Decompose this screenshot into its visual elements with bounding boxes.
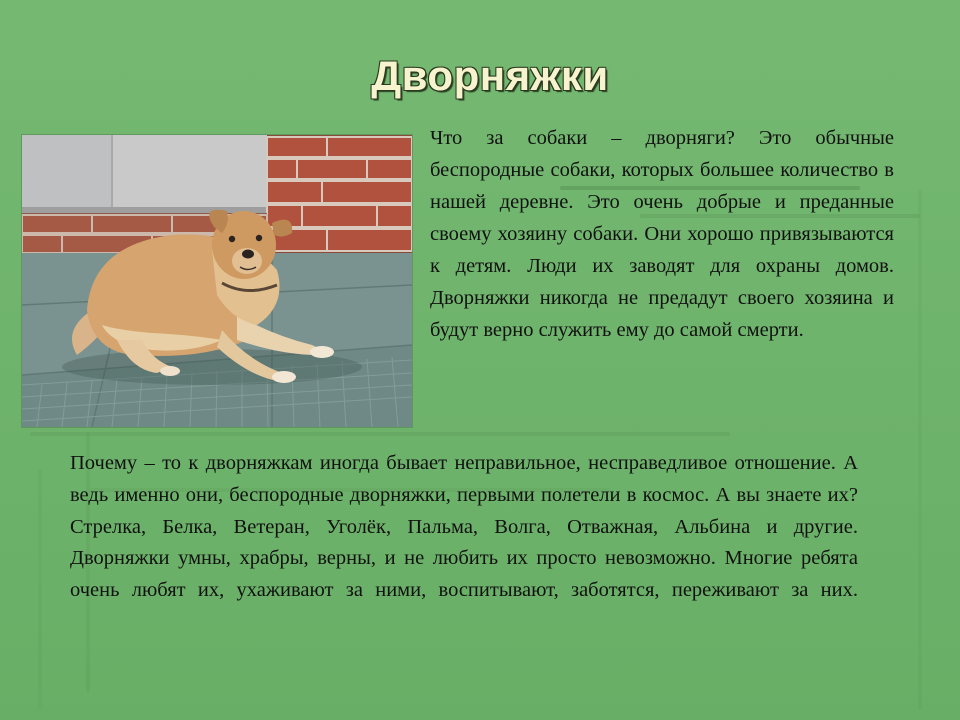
dog-photo bbox=[22, 135, 412, 427]
decor-streak bbox=[918, 190, 922, 710]
slide-title: Дворняжки bbox=[371, 52, 609, 99]
paragraph-top: Что за собаки – дворняги? Это обычные беспородные собаки, которых большее количество в нашей деревне. Это очень добрые и преданные своему хозяину собаки. Они хорошо привязываются к детям. Люди их заводят для охраны домов. Дворняжки никогда не предадут своего хозяина и будут верно служить ему до самой смерти. bbox=[430, 127, 894, 341]
dog-photo-icon bbox=[22, 135, 412, 427]
decor-streak bbox=[38, 470, 42, 710]
paragraph-bottom: Почему – то к дворняжкам иногда бывает неправильное, несправедливое отношение. А ведь именно они, беспородные дворняжки, первыми полетели в космос. А вы знаете их? Стрелка, Белка, Ветеран, Уголёк, Пальма, Волга, Отважная, Альбина и другие. Дворняжки умны, храбры, верны, и не любить их просто невозможно. Многие ребята очень любят их, ухаживают за ними, воспитывают, заботятся, переживают за них. bbox=[70, 452, 858, 602]
decor-streak bbox=[30, 432, 730, 436]
